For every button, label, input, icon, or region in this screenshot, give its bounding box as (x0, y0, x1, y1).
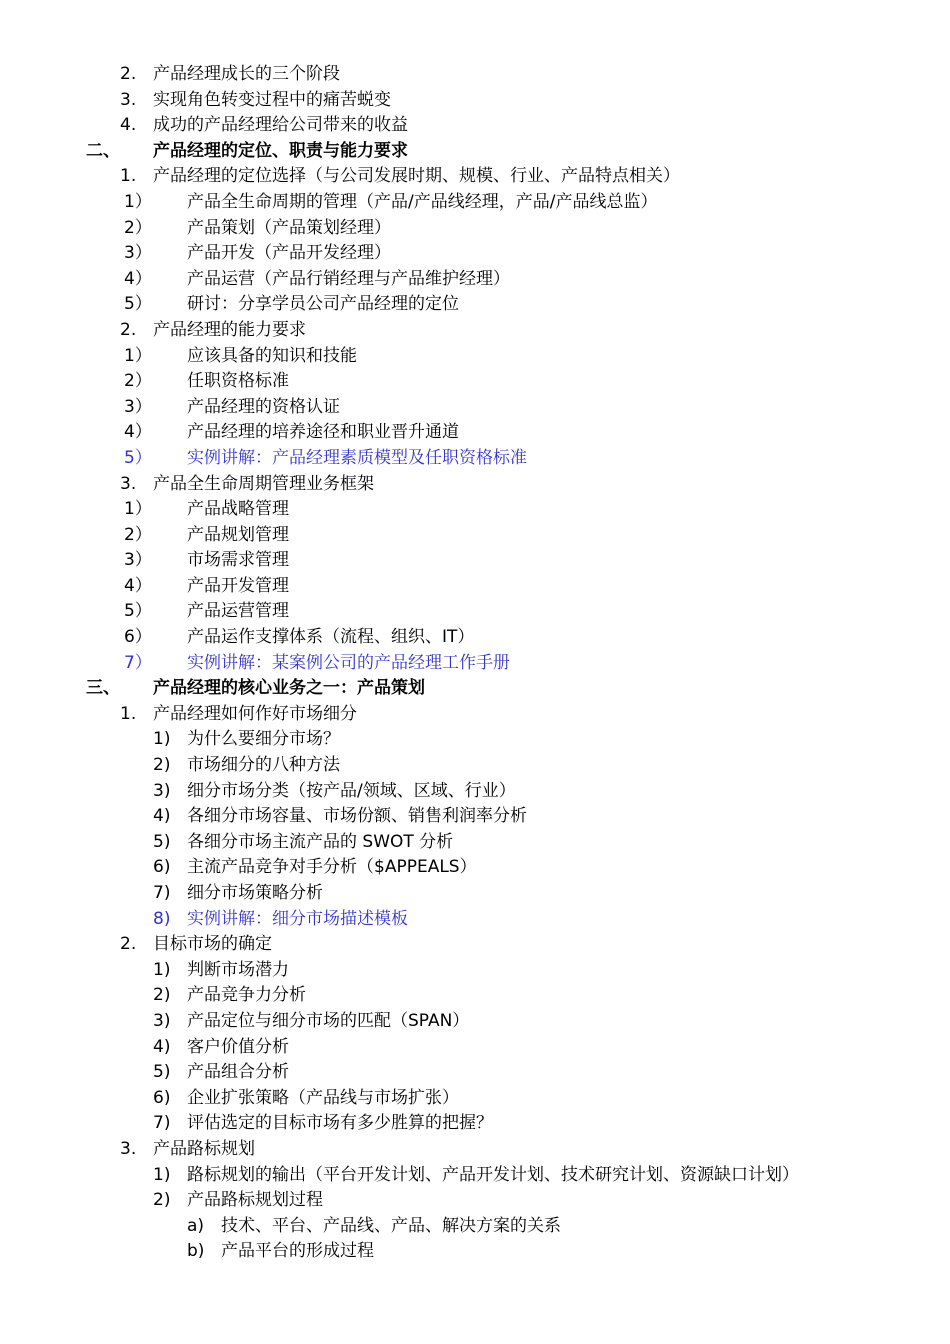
outline-item (0, 472, 950, 498)
item-number: 1. (120, 703, 137, 724)
outline-item (0, 446, 950, 472)
outline-item (0, 1239, 950, 1265)
item-text: 实例讲解：产品经理素质模型及任职资格标准 (187, 447, 527, 468)
outline-item (0, 932, 950, 958)
item-number: 1） (124, 345, 152, 366)
outline-item (0, 497, 950, 523)
item-text: 产品平台的形成过程 (221, 1241, 374, 1262)
section-heading (0, 676, 950, 702)
outline-item (0, 1111, 950, 1137)
item-number: 5） (124, 447, 152, 468)
item-number: 5) (153, 831, 171, 852)
item-number: 2) (153, 755, 171, 776)
item-text: 为什么要细分市场？ (187, 729, 340, 750)
item-text: 产品定位与细分市场的匹配（SPAN） (187, 1010, 470, 1031)
outline-item (0, 830, 950, 856)
item-text: 产品路标规划 (153, 1138, 255, 1159)
outline-item (0, 292, 950, 318)
item-text: 产品经理成长的三个阶段 (153, 64, 340, 84)
item-number: 2. (120, 319, 137, 340)
outline-item (0, 574, 950, 600)
item-number: 8) (153, 908, 171, 929)
item-number: 3. (120, 473, 137, 494)
item-number: 2. (120, 64, 137, 84)
item-text: 主流产品竞争对手分析（$APPEALS） (187, 857, 477, 878)
item-text: 客户价值分析 (187, 1036, 289, 1057)
item-number: 4） (124, 268, 152, 289)
item-number: 6) (153, 857, 171, 878)
outline-item (0, 241, 950, 267)
item-number: 2） (124, 217, 152, 238)
outline-item (0, 88, 950, 114)
outline-item (0, 702, 950, 728)
item-text: 任职资格标准 (187, 371, 289, 392)
item-text: 研讨：分享学员公司产品经理的定位 (187, 294, 459, 315)
outline-item (0, 1188, 950, 1214)
item-text: 产品经理的能力要求 (153, 319, 306, 340)
item-text: 各细分市场主流产品的 SWOT 分析 (187, 831, 454, 852)
item-text: 市场细分的八种方法 (187, 755, 340, 776)
item-text: 产品组合分析 (187, 1062, 289, 1083)
item-text: 产品运营管理 (187, 601, 289, 622)
item-text: 产品战略管理 (187, 499, 289, 520)
item-number: 1. (120, 166, 137, 187)
outline-item (0, 344, 950, 370)
item-text: 产品竞争力分析 (187, 985, 306, 1006)
item-text: 产品经理的资格认证 (187, 396, 340, 417)
outline-item (0, 1163, 950, 1189)
item-text: 产品全生命周期的管理（产品/产品线经理，产品/产品线总监） (187, 191, 658, 212)
item-text: 产品经理如何作好市场细分 (153, 703, 357, 724)
item-number: 2) (153, 985, 171, 1006)
item-text: 实例讲解：细分市场描述模板 (187, 908, 408, 929)
item-number: 3） (124, 243, 152, 264)
outline-item (0, 369, 950, 395)
item-number: b) (187, 1241, 205, 1262)
item-number: 1) (153, 729, 171, 750)
item-text: 目标市场的确定 (153, 934, 272, 955)
item-text: 评估选定的目标市场有多少胜算的把握？ (187, 1113, 493, 1134)
item-number: 5） (124, 294, 152, 315)
outline-item (0, 881, 950, 907)
outline-item (0, 1035, 950, 1061)
outline-item (0, 1214, 950, 1240)
outline-item (0, 395, 950, 421)
item-number: 3) (153, 780, 171, 801)
item-number: 4） (124, 422, 152, 443)
item-text: 技术、平台、产品线、产品、解决方案的关系 (221, 1215, 561, 1236)
item-number: 2） (124, 371, 152, 392)
item-text: 企业扩张策略（产品线与市场扩张） (187, 1087, 459, 1108)
item-number: 6） (124, 627, 152, 648)
item-number: 3. (120, 89, 137, 110)
item-text: 产品全生命周期管理业务框架 (153, 473, 374, 494)
item-text: 产品经理的培养途径和职业晋升通道 (187, 422, 459, 443)
item-number: 4. (120, 115, 137, 136)
item-text: 产品经理的核心业务之一：产品策划 (153, 678, 425, 699)
item-text: 产品策划（产品策划经理） (187, 217, 391, 238)
item-text: 产品规划管理 (187, 524, 289, 545)
outline-item (0, 216, 950, 242)
item-number: 7） (124, 652, 152, 673)
item-number: 2） (124, 524, 152, 545)
item-number: 3） (124, 396, 152, 417)
outline-item (0, 523, 950, 549)
outline-document (0, 62, 950, 1265)
outline-item (0, 983, 950, 1009)
outline-item (0, 267, 950, 293)
outline-item (0, 804, 950, 830)
item-number: 6) (153, 1087, 171, 1108)
outline-item (0, 753, 950, 779)
item-number: 4） (124, 575, 152, 596)
outline-item (0, 318, 950, 344)
item-text: 成功的产品经理给公司带来的收益 (153, 115, 408, 136)
outline-item (0, 113, 950, 139)
item-text: 产品路标规划过程 (187, 1190, 323, 1211)
outline-item (0, 164, 950, 190)
outline-item (0, 727, 950, 753)
outline-item (0, 907, 950, 933)
item-text: 各细分市场容量、市场份额、销售利润率分析 (187, 806, 527, 827)
item-text: 产品开发（产品开发经理） (187, 243, 391, 264)
outline-item (0, 855, 950, 881)
outline-item (0, 779, 950, 805)
outline-item (0, 548, 950, 574)
item-text: 产品经理的定位选择（与公司发展时期、规模、行业、产品特点相关） (153, 166, 680, 187)
outline-item (0, 1086, 950, 1112)
item-text: 路标规划的输出（平台开发计划、产品开发计划、技术研究计划、资源缺口计划） (187, 1164, 799, 1185)
outline-item (0, 420, 950, 446)
item-text: 判断市场潜力 (187, 959, 289, 980)
outline-item (0, 1060, 950, 1086)
item-number: 5) (153, 1062, 171, 1083)
item-number: 1） (124, 191, 152, 212)
item-text: 产品运作支撑体系（流程、组织、IT） (187, 627, 475, 648)
outline-item (0, 625, 950, 651)
item-text: 实现角色转变过程中的痛苦蜕变 (153, 89, 391, 110)
item-number: 二、 (86, 140, 120, 161)
item-number: 7) (153, 1113, 171, 1134)
item-number: 3） (124, 550, 152, 571)
item-text: 产品经理的定位、职责与能力要求 (153, 140, 408, 161)
outline-item (0, 62, 950, 88)
item-number: 3) (153, 1010, 171, 1031)
item-number: 4) (153, 806, 171, 827)
item-number: 1) (153, 1164, 171, 1185)
item-number: 3. (120, 1138, 137, 1159)
item-number: 4) (153, 1036, 171, 1057)
item-text: 市场需求管理 (187, 550, 289, 571)
outline-item (0, 190, 950, 216)
item-text: 细分市场分类（按产品/领域、区域、行业） (187, 780, 516, 801)
item-text: 细分市场策略分析 (187, 883, 323, 903)
item-number: 2) (153, 1190, 171, 1211)
item-number: 1） (124, 499, 152, 520)
section-heading (0, 139, 950, 165)
item-text: 产品开发管理 (187, 575, 289, 596)
outline-item (0, 958, 950, 984)
item-text: 实例讲解：某案例公司的产品经理工作手册 (187, 652, 510, 673)
item-text: 应该具备的知识和技能 (187, 345, 357, 366)
outline-item (0, 599, 950, 625)
item-number: 7) (153, 883, 171, 903)
outline-item (0, 1137, 950, 1163)
item-number: 2. (120, 934, 137, 955)
outline-item (0, 1009, 950, 1035)
outline-item (0, 651, 950, 677)
item-number: a) (187, 1215, 205, 1236)
item-number: 三、 (86, 678, 120, 699)
item-number: 1) (153, 959, 171, 980)
item-number: 5） (124, 601, 152, 622)
item-text: 产品运营（产品行销经理与产品维护经理） (187, 268, 510, 289)
